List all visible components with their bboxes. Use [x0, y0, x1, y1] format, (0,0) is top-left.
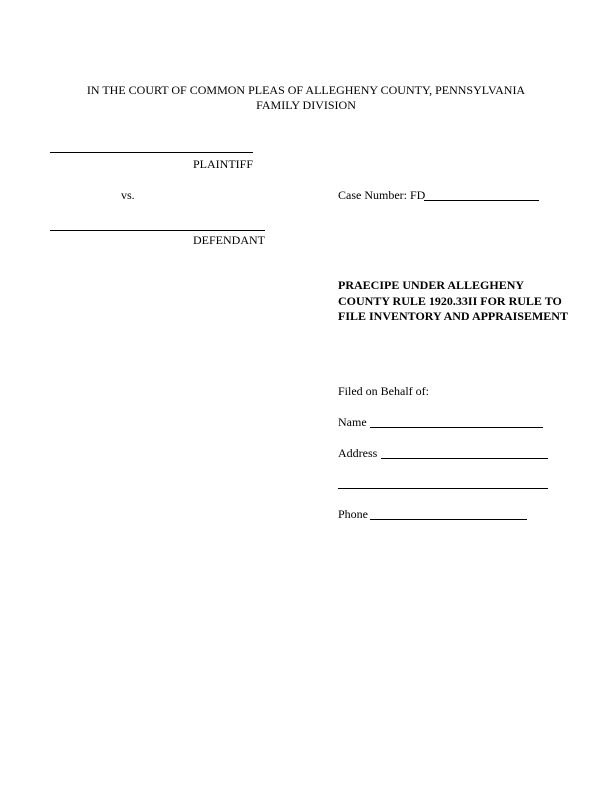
filed-on-behalf-heading: Filed on Behalf of:	[338, 384, 429, 398]
name-label: Name	[338, 415, 367, 429]
document-title: PRAECIPE UNDER ALLEGHENY COUNTY RULE 1920.33II FOR RULE TO FILE INVENTORY AND APPRAISEMENT	[338, 278, 568, 323]
plaintiff-label: PLAINTIFF	[193, 157, 254, 171]
division-heading: FAMILY DIVISION	[256, 98, 356, 112]
case-number-label: Case Number: FD	[338, 188, 426, 202]
phone-field-line[interactable]	[370, 519, 527, 520]
phone-label: Phone	[338, 507, 368, 521]
case-number-line[interactable]	[424, 200, 539, 201]
address-label: Address	[338, 446, 378, 460]
name-field-line[interactable]	[370, 427, 543, 428]
versus-label: vs.	[121, 188, 135, 202]
address-field-line[interactable]	[381, 458, 548, 459]
plaintiff-name-line[interactable]	[50, 152, 253, 153]
defendant-name-line[interactable]	[50, 230, 265, 231]
court-name-heading: IN THE COURT OF COMMON PLEAS OF ALLEGHENY COUNTY, PENNSYLVANIA	[86, 83, 526, 97]
address-second-line[interactable]	[338, 488, 548, 489]
defendant-label: DEFENDANT	[193, 233, 265, 247]
